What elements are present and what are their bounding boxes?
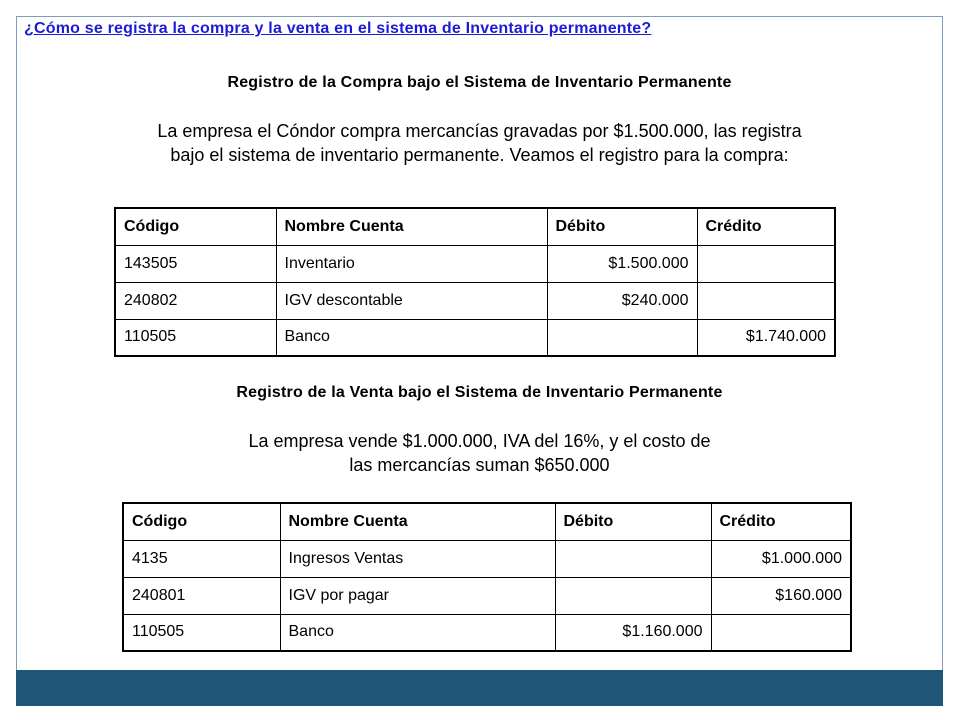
- bottom-bar: [16, 670, 943, 706]
- title-link[interactable]: ¿Cómo se registra la compra y la venta en el sistema de Inventario permanente?: [24, 20, 652, 37]
- header-codigo: Código: [123, 503, 280, 540]
- cell-credito: [711, 614, 851, 651]
- sale-table: [122, 502, 852, 652]
- header-nombre-cuenta: Nombre Cuenta: [280, 503, 555, 540]
- table-row: [115, 245, 835, 282]
- cell-codigo: 143505: [115, 245, 276, 282]
- header-codigo: Código: [115, 208, 276, 245]
- cell-debito: [547, 319, 697, 356]
- cell-codigo: 4135: [123, 540, 280, 577]
- cell-nombre-cuenta: Inventario: [276, 245, 547, 282]
- cell-codigo: 110505: [123, 614, 280, 651]
- cell-codigo: 240802: [115, 282, 276, 319]
- cell-codigo: 240801: [123, 577, 280, 614]
- cell-nombre-cuenta: Ingresos Ventas: [280, 540, 555, 577]
- cell-credito: $1.000.000: [711, 540, 851, 577]
- header-credito: Crédito: [697, 208, 835, 245]
- cell-credito: [697, 245, 835, 282]
- sale-paragraph-line-1: La empresa vende $1.000.000, IVA del 16%, y el costo de: [248, 431, 711, 451]
- table-row: [123, 540, 851, 577]
- purchase-paragraph: [16, 119, 943, 167]
- sale-table-header: [123, 503, 851, 540]
- cell-debito: [555, 540, 711, 577]
- purchase-table-header: [115, 208, 835, 245]
- cell-debito: $240.000: [547, 282, 697, 319]
- table-row: [115, 319, 835, 356]
- cell-nombre-cuenta: IGV descontable: [276, 282, 547, 319]
- cell-debito: $1.500.000: [547, 245, 697, 282]
- cell-credito: [697, 282, 835, 319]
- cell-nombre-cuenta: Banco: [276, 319, 547, 356]
- header-debito: Débito: [547, 208, 697, 245]
- cell-nombre-cuenta: Banco: [280, 614, 555, 651]
- cell-debito: $1.160.000: [555, 614, 711, 651]
- table-row: [115, 282, 835, 319]
- sale-heading: Registro de la Venta bajo el Sistema de Inventario Permanente: [236, 384, 723, 401]
- cell-codigo: 110505: [115, 319, 276, 356]
- header-debito: Débito: [555, 503, 711, 540]
- sale-paragraph: [16, 429, 943, 477]
- purchase-paragraph-line-1: La empresa el Cóndor compra mercancías gravadas por $1.500.000, las registra: [157, 121, 802, 141]
- cell-nombre-cuenta: IGV por pagar: [280, 577, 555, 614]
- header-nombre-cuenta: Nombre Cuenta: [276, 208, 547, 245]
- table-row: [123, 614, 851, 651]
- purchase-heading: Registro de la Compra bajo el Sistema de Inventario Permanente: [227, 74, 732, 91]
- purchase-paragraph-line-2: bajo el sistema de inventario permanente. Veamos el registro para la compra:: [170, 145, 789, 165]
- sale-paragraph-line-2: las mercancías suman $650.000: [349, 455, 610, 475]
- cell-credito: $160.000: [711, 577, 851, 614]
- cell-credito: $1.740.000: [697, 319, 835, 356]
- header-credito: Crédito: [711, 503, 851, 540]
- table-row: [123, 577, 851, 614]
- cell-debito: [555, 577, 711, 614]
- purchase-table: [114, 207, 836, 357]
